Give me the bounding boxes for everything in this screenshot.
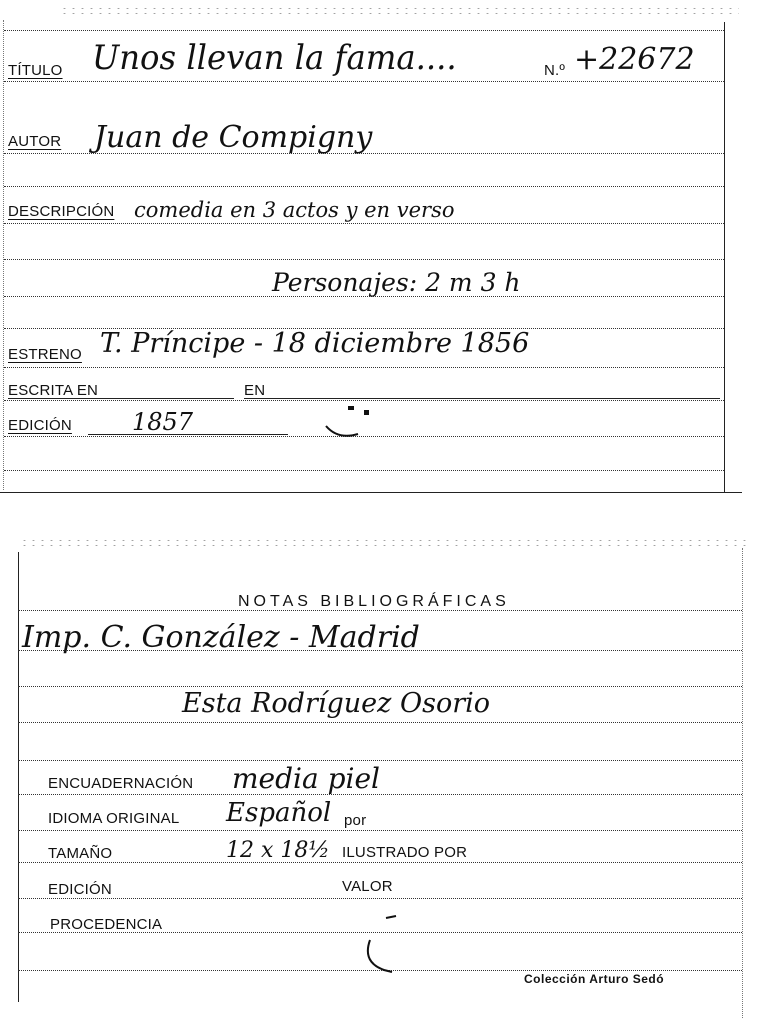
rule-line [4, 223, 724, 224]
en-underline [244, 398, 720, 399]
card-right-edge [742, 548, 743, 1018]
label-estreno: ESTRENO [8, 346, 82, 363]
catalog-card-front [0, 0, 759, 495]
value-idioma-original: Español [226, 798, 332, 828]
card-top-speckle [60, 6, 739, 16]
rule-line [4, 470, 724, 471]
label-edicion-back: EDICIÓN [48, 881, 112, 898]
rule-line [18, 898, 742, 899]
card-separator [0, 492, 742, 493]
label-procedencia: PROCEDENCIA [50, 916, 163, 933]
label-por: por [344, 812, 367, 829]
note-line-1: Imp. C. González - Madrid [22, 620, 420, 655]
rule-line [4, 259, 724, 260]
label-escrita-en: ESCRITA EN [8, 382, 99, 399]
label-titulo: TÍTULO [8, 62, 63, 79]
punch-hole-mark [318, 394, 388, 444]
label-edicion-front: EDICIÓN [8, 417, 72, 434]
rule-line [18, 830, 742, 831]
rule-line [4, 81, 724, 82]
card-top-speckle [20, 538, 749, 548]
edicion-underline [88, 434, 288, 435]
note-line-2: Esta Rodríguez Osorio [182, 688, 491, 719]
label-ilustrado-por: ILUSTRADO POR [342, 844, 468, 861]
label-en: EN [244, 382, 266, 399]
value-edicion-front: 1857 [132, 408, 194, 436]
catalog-card-back [0, 538, 759, 1028]
card-left-edge [3, 20, 4, 490]
value-personajes: Personajes: 2 m 3 h [272, 268, 521, 297]
value-autor: Juan de Compigny [94, 120, 373, 155]
rule-line [18, 760, 742, 761]
label-tamano: TAMAÑO [48, 845, 113, 862]
rule-line [18, 862, 742, 863]
value-titulo: Unos llevan la fama.... [92, 38, 457, 78]
rule-line [18, 722, 742, 723]
rule-line [18, 686, 742, 687]
rule-line [18, 794, 742, 795]
card-left-edge [18, 552, 19, 1002]
rule-line [4, 30, 724, 31]
value-tamano: 12 x 18½ [226, 838, 330, 863]
punch-hole-mark [356, 910, 416, 980]
label-numero: N.º [544, 62, 566, 79]
collection-credit: Colección Arturo Sedó [524, 972, 665, 986]
notas-heading: NOTAS BIBLIOGRÁFICAS [238, 593, 510, 610]
label-idioma-original: IDIOMA ORIGINAL [48, 810, 180, 827]
card-right-edge [724, 22, 725, 492]
value-encuadernacion: media piel [232, 762, 380, 795]
label-valor: VALOR [342, 878, 393, 895]
value-descripcion: comedia en 3 actos y en verso [134, 198, 455, 222]
value-estreno: T. Príncipe - 18 diciembre 1856 [100, 328, 530, 359]
escrita-en-underline [8, 398, 234, 399]
label-descripcion: DESCRIPCIÓN [8, 203, 115, 220]
value-numero: +22672 [574, 42, 695, 77]
label-encuadernacion: ENCUADERNACIÓN [48, 775, 194, 792]
label-autor: AUTOR [8, 133, 62, 150]
rule-line [4, 186, 724, 187]
rule-line [4, 367, 724, 368]
